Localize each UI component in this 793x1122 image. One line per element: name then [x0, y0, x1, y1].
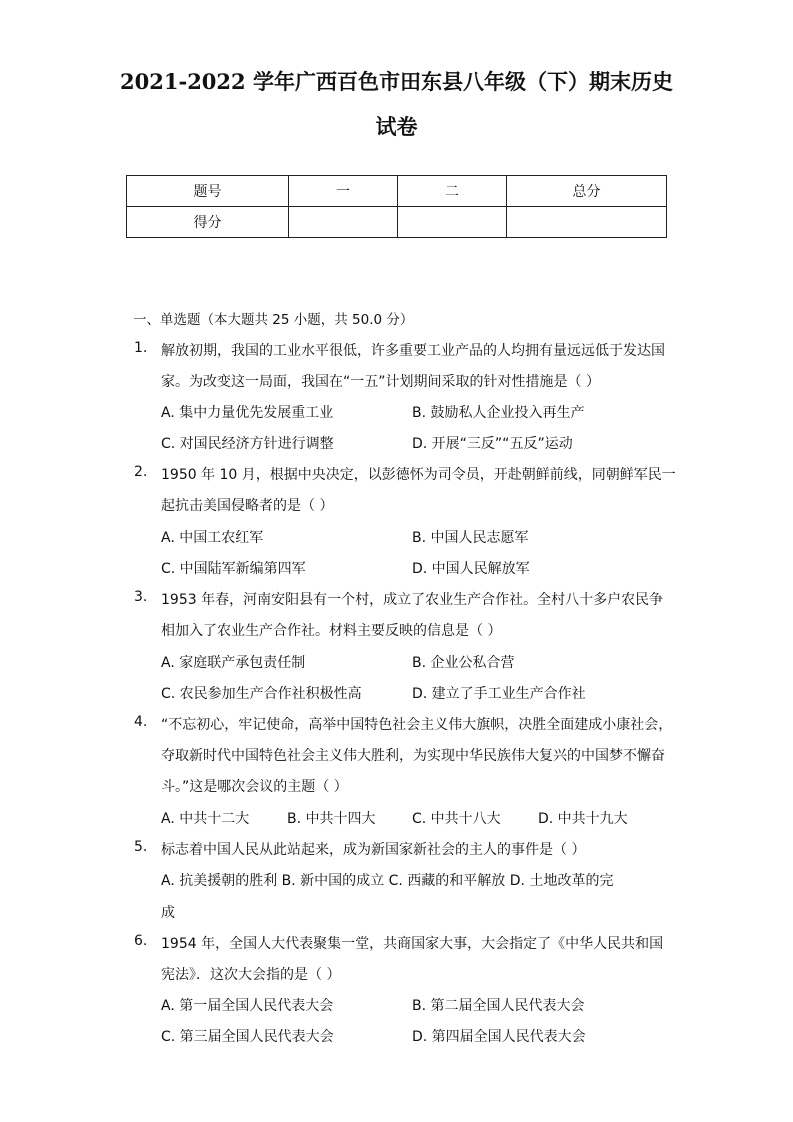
option-d: D. 中国人民解放军 — [412, 561, 530, 577]
option-a: A. 中国工农红军 — [161, 530, 264, 546]
option-b: B. 企业公私合营 — [412, 655, 515, 671]
score-table-header-row — [127, 176, 667, 207]
option-c: C. 农民参加生产合作社积极性高 — [161, 686, 362, 702]
option-b: B. 中共十四大 — [287, 811, 376, 827]
score-cell-score-label: 得分 — [127, 207, 289, 238]
option-d: D. 开展“三反”“五反”运动 — [412, 436, 573, 452]
option-a: A. 中共十二大 — [161, 811, 250, 827]
option-c: C. 对国民经济方针进行调整 — [161, 436, 334, 452]
question-text: 夺取新时代中国特色社会主义伟大胜利，为实现中华民族伟大复兴的中国梦不懈奋 — [161, 748, 665, 764]
option-a: A. 家庭联产承包责任制 — [161, 655, 306, 671]
question-number: 5. — [134, 839, 148, 855]
option-c: C. 第三届全国人民代表大会 — [161, 1029, 334, 1045]
option-line: A. 抗美援朝的胜利 B. 新中国的成立 C. 西藏的和平解放 D. 土地改革的完 — [161, 873, 614, 889]
question-text: 解放初期，我国的工业水平很低，许多重要工业产品的人均拥有量远远低于发达国 — [161, 343, 665, 359]
option-a: A. 集中力量优先发展重工业 — [161, 405, 334, 421]
section-heading: 一、单选题（本大题共 25 小题，共 50.0 分） — [133, 312, 414, 328]
option-c: C. 中国陆军新编第四军 — [161, 561, 306, 577]
question-text: 标志着中国人民从此站起来，成为新国家新社会的主人的事件是（ ） — [161, 842, 586, 858]
score-cell-total: 总分 — [507, 176, 667, 207]
option-b: B. 第二届全国人民代表大会 — [412, 998, 585, 1014]
option-d: D. 中共十九大 — [538, 811, 628, 827]
question-text: 起抗击美国侵略者的是（ ） — [161, 498, 334, 514]
score-cell-blank — [507, 207, 667, 238]
score-cell-label: 题号 — [127, 176, 289, 207]
question-text: 家。为改变这一局面，我国在“一五”计划期间采取的针对性措施是（ ） — [161, 374, 600, 390]
question-number: 6. — [134, 933, 148, 949]
score-table-score-row — [127, 207, 667, 238]
question-text: 1950 年 10 月，根据中央决定，以彭德怀为司令员，开赴朝鲜前线，同朝鲜军民一 — [161, 467, 676, 483]
option-d: D. 第四届全国人民代表大会 — [412, 1029, 586, 1045]
question-number: 1. — [134, 340, 148, 356]
exam-title-line1: 2021-2022 学年广西百色市田东县八年级（下）期末历史 — [120, 69, 673, 94]
question-text: 1953 年春，河南安阳县有一个村，成立了农业生产合作社。全村八十多户农民争 — [161, 592, 664, 608]
question-text: 相加入了农业生产合作社。材料主要反映的信息是（ ） — [161, 623, 502, 639]
question-text: 斗。”这是哪次会议的主题（ ） — [161, 779, 348, 795]
question-number: 3. — [134, 589, 148, 605]
question-number: 4. — [134, 714, 148, 730]
option-a: A. 第一届全国人民代表大会 — [161, 998, 334, 1014]
option-line-continued: 成 — [161, 905, 175, 921]
option-b: B. 中国人民志愿军 — [412, 530, 529, 546]
option-b: B. 鼓励私人企业投入再生产 — [412, 405, 585, 421]
question-text: 宪法》．这次大会指的是（ ） — [161, 967, 341, 983]
question-number: 2. — [134, 464, 148, 480]
question-text: “不忘初心，牢记使命，高举中国特色社会主义伟大旗帜，决胜全面建成小康社会， — [161, 717, 673, 733]
option-c: C. 中共十八大 — [412, 811, 501, 827]
score-cell-blank — [289, 207, 398, 238]
exam-title-line2: 试卷 — [375, 114, 418, 139]
option-d: D. 建立了手工业生产合作社 — [412, 686, 586, 702]
question-text: 1954 年，全国人大代表聚集一堂，共商国家大事，大会指定了《中华人民共和国 — [161, 936, 664, 952]
score-cell-part1: 一 — [289, 176, 398, 207]
score-cell-blank — [398, 207, 507, 238]
score-cell-part2: 二 — [398, 176, 507, 207]
score-table — [126, 175, 667, 238]
